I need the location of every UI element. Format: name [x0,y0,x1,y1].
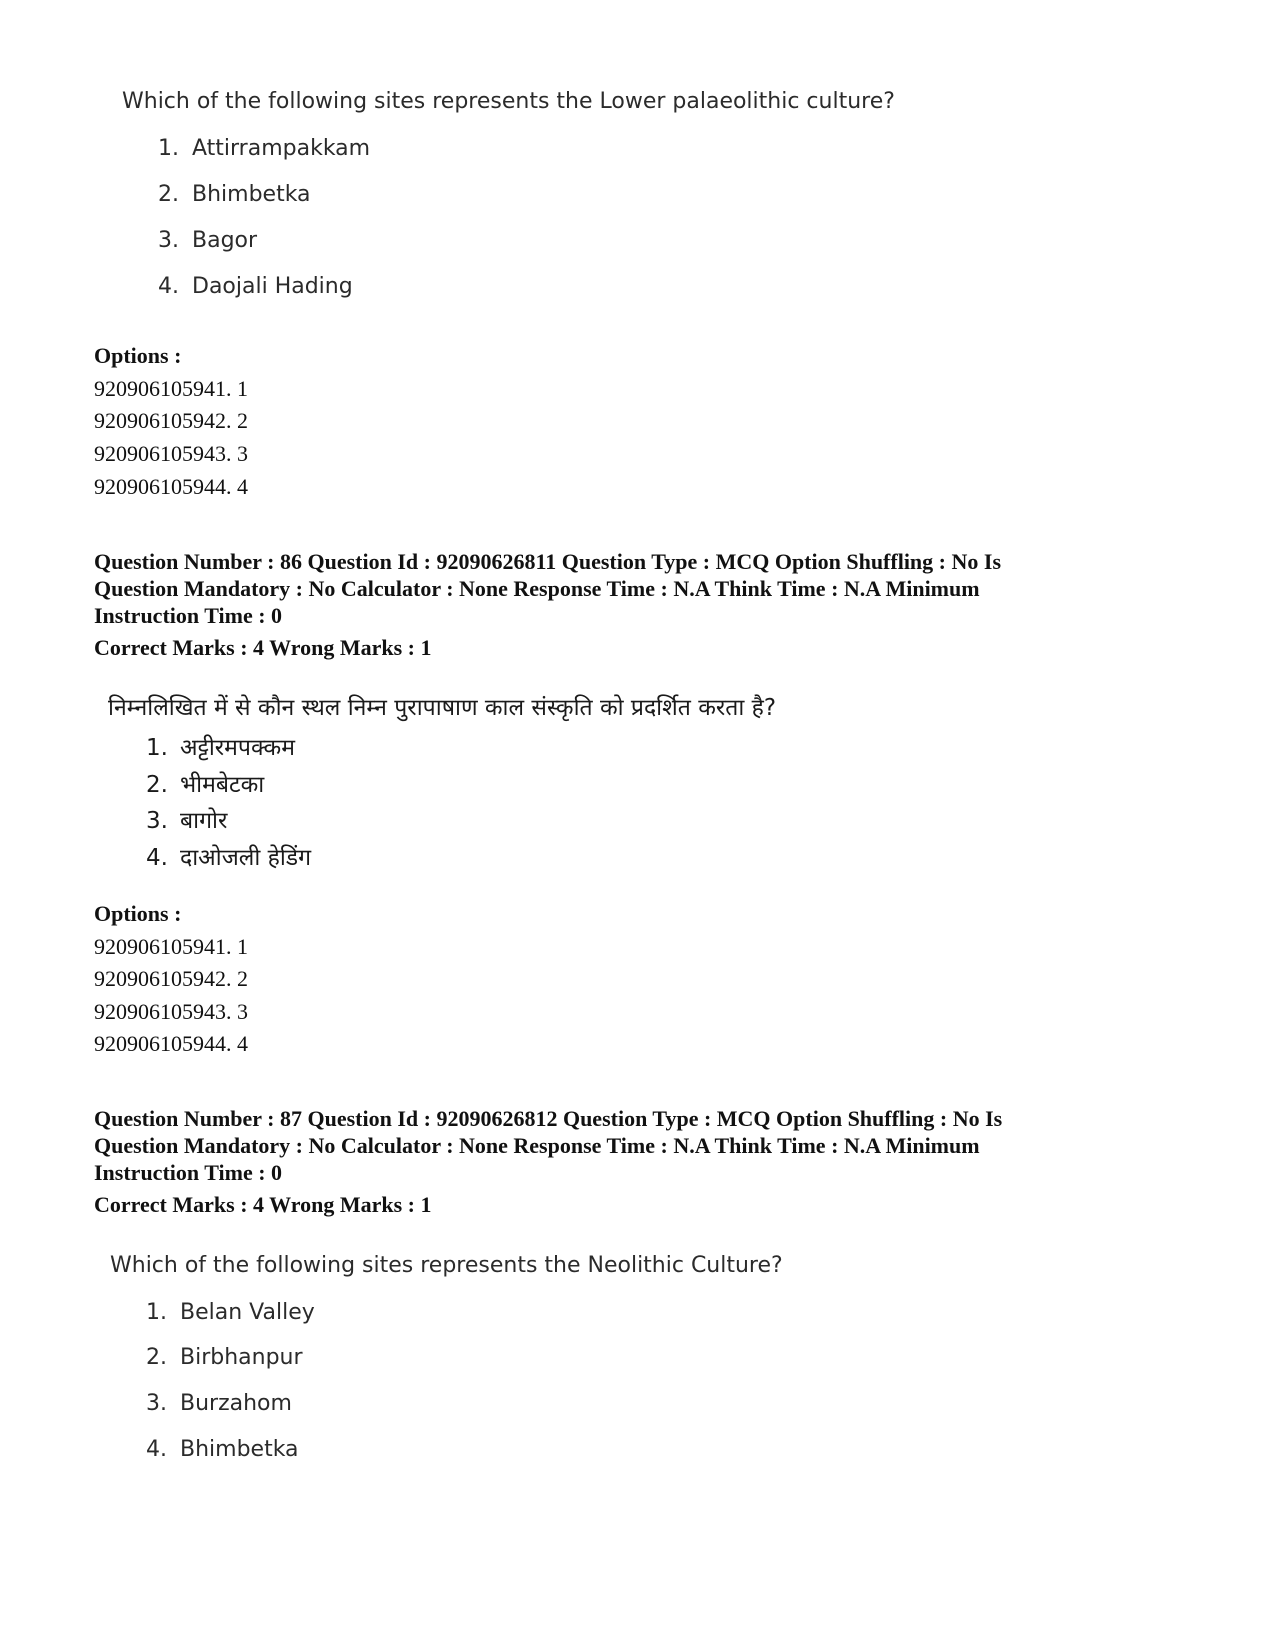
marks-line: Correct Marks : 4 Wrong Marks : 1 [94,1192,432,1217]
choice-2 [146,1345,303,1370]
options-label: Options : [94,901,182,926]
metadata-line: Question Mandatory : No Calculator : None Response Time : N.A Think Time : N.A Minimum [94,576,980,601]
choice-number: 2. [158,182,179,207]
choice-4 [158,274,353,299]
choice-number: 4. [146,1437,167,1462]
choice-number: 2. [146,1345,167,1370]
choice-4 [146,840,311,872]
choice-text: भीमबेटका [180,772,265,798]
choice-number: 3. [146,1391,167,1416]
choice-2 [158,182,311,207]
choice-1 [146,730,295,762]
choice-number: 1. [146,1300,167,1325]
metadata-line: Instruction Time : 0 [94,603,283,628]
choice-2 [146,767,264,799]
option-id-line: 920906105941. 1 [94,934,248,959]
choice-number: 3. [158,228,179,253]
choice-3 [146,803,227,835]
question-text-hindi: निम्नलिखित में से कौन स्थल निम्न पुरापाषाण काल संस्कृति को प्रदर्शित करता है? [108,695,777,721]
choice-text: अट्टीरमपक्कम [180,735,295,761]
choice-text: Bagor [192,228,258,253]
option-id-line: 920906105942. 2 [94,408,248,433]
choice-text: Bhimbetka [180,1437,299,1462]
choice-text: दाओजली हेडिंग [180,845,312,871]
option-id-line: 920906105944. 4 [94,1031,248,1056]
metadata-line: Question Number : 86 Question Id : 92090626811 Question Type : MCQ Option Shuffling : No Is [94,549,1002,574]
options-label: Options : [94,343,182,368]
option-id-line: 920906105943. 3 [94,441,248,466]
choice-number: 4. [158,274,179,299]
metadata-line: Question Mandatory : No Calculator : None Response Time : N.A Think Time : N.A Minimum [94,1133,980,1158]
choice-4 [146,1437,299,1462]
choice-text: Bhimbetka [192,182,311,207]
option-id-line: 920906105944. 4 [94,474,248,499]
question-text: Which of the following sites represents the Neolithic Culture? [110,1253,783,1278]
choice-number: 1. [146,735,168,761]
marks-line: Correct Marks : 4 Wrong Marks : 1 [94,635,432,660]
choice-text: Daojali Hading [192,274,353,299]
choice-text: Burzahom [180,1391,292,1416]
choice-3 [146,1391,292,1416]
metadata-line: Question Number : 87 Question Id : 92090626812 Question Type : MCQ Option Shuffling : No Is [94,1106,1003,1131]
question-metadata [94,1105,1184,1186]
option-id-line: 920906105941. 1 [94,376,248,401]
question-metadata [94,548,1184,629]
choice-number: 4. [146,845,168,871]
metadata-line: Instruction Time : 0 [94,1160,283,1185]
choice-number: 2. [146,772,168,798]
choice-number: 3. [146,808,168,834]
choice-1 [146,1300,315,1325]
question-text: Which of the following sites represents the Lower palaeolithic culture? [122,89,895,114]
choice-text: Birbhanpur [180,1345,303,1370]
option-id-line: 920906105943. 3 [94,999,248,1024]
choice-text: Belan Valley [180,1300,315,1325]
choice-text: बागोर [180,808,228,834]
choice-text: Attirrampakkam [192,136,371,161]
option-id-line: 920906105942. 2 [94,966,248,991]
choice-1 [158,136,370,161]
choice-number: 1. [158,136,179,161]
choice-3 [158,228,257,253]
